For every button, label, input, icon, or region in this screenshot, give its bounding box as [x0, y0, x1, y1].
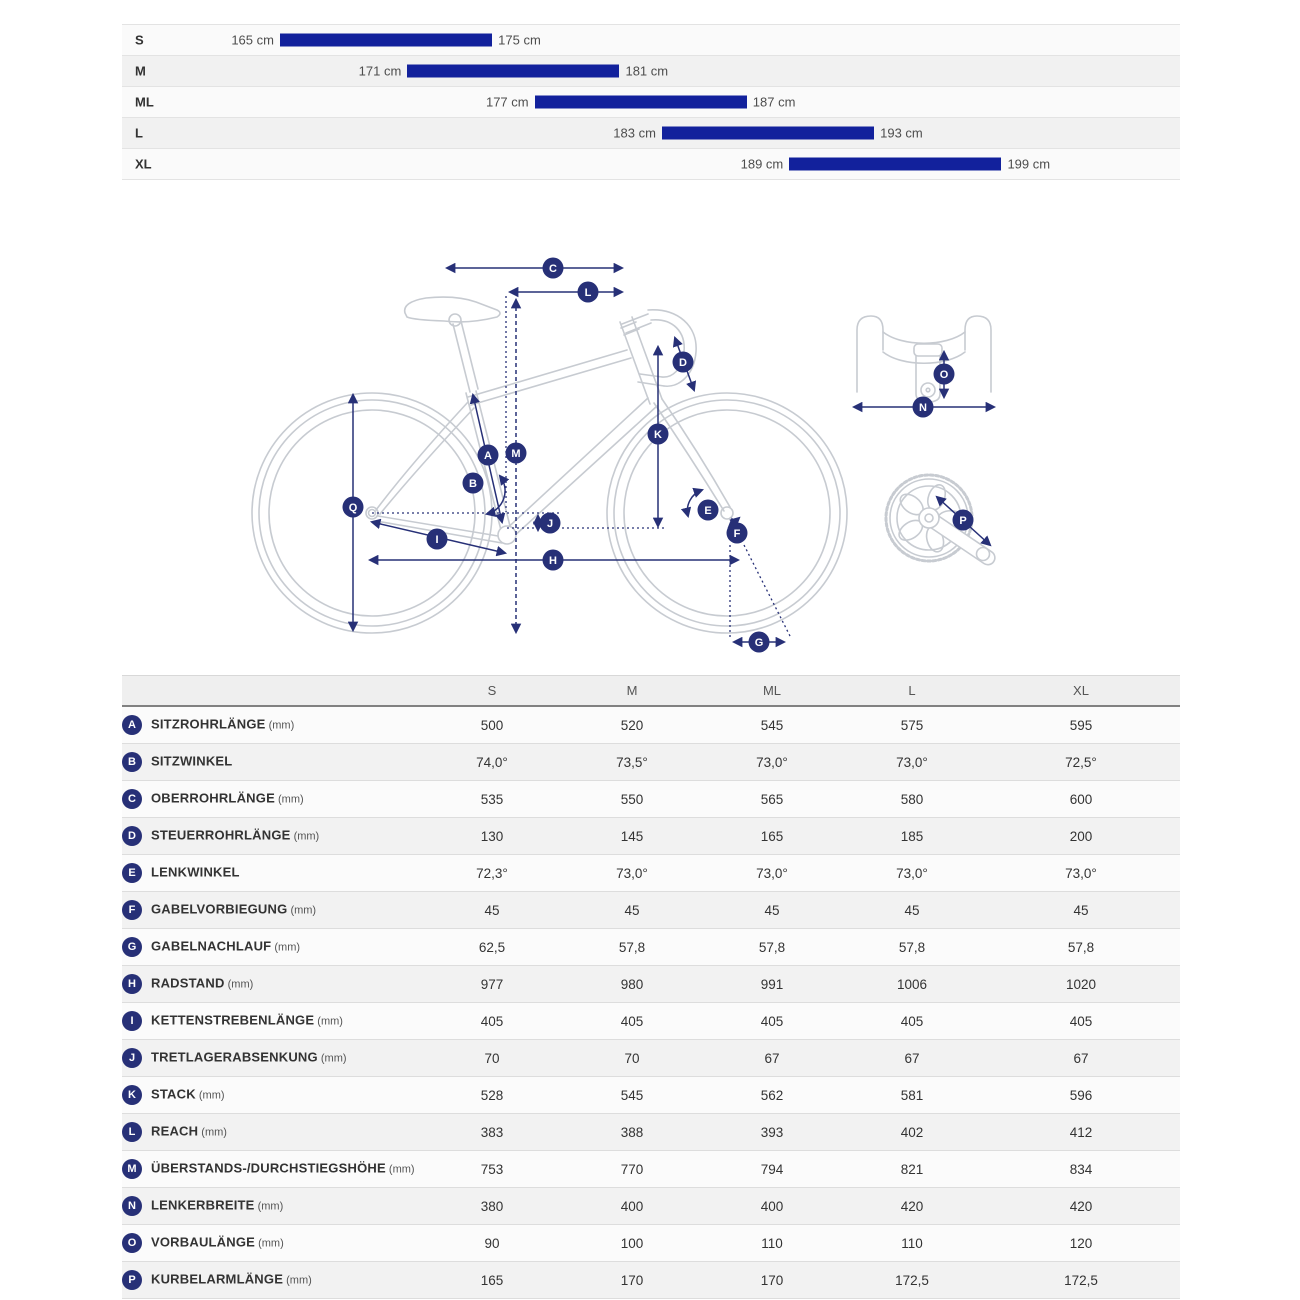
- measure-unit: (mm): [274, 793, 304, 806]
- value-P-ML: 170: [702, 1262, 842, 1299]
- rider-height-size-chart: [122, 24, 1180, 180]
- size-row-M: [122, 56, 1180, 87]
- bike-line-art: [252, 297, 998, 633]
- value-K-ML: 562: [702, 1077, 842, 1114]
- value-J-S: 70: [422, 1040, 562, 1077]
- diagram-badge-N: [913, 397, 934, 418]
- max-height-label: 193 cm: [880, 125, 923, 141]
- measure-label-cell: [122, 892, 422, 929]
- value-N-ML: 400: [702, 1188, 842, 1225]
- diagram-badge-H: [543, 550, 564, 571]
- diagram-badge-B: [463, 473, 484, 494]
- measure-name: SITZWINKEL: [151, 753, 233, 769]
- letter-badge-F: F: [122, 900, 142, 920]
- value-N-XL: 420: [982, 1188, 1180, 1225]
- value-L-XL: 412: [982, 1114, 1180, 1151]
- measure-unit: (mm): [317, 1052, 347, 1065]
- size-label: L: [135, 125, 143, 141]
- letter-badge-N: N: [122, 1196, 142, 1216]
- geometry-row-G: [122, 929, 1180, 966]
- size-row-ML: [122, 87, 1180, 118]
- measure-unit: (mm): [198, 1126, 227, 1139]
- diagram-badge-J: [540, 513, 561, 534]
- letter-badge-I: I: [122, 1011, 142, 1031]
- value-H-ML: 991: [702, 966, 842, 1003]
- geometry-table-section: [122, 675, 1180, 1299]
- svg-text:E: E: [704, 505, 712, 517]
- value-P-XL: 172,5: [982, 1262, 1180, 1299]
- measure-label-cell: [122, 1114, 422, 1151]
- measure-name: REACH: [151, 1123, 199, 1139]
- value-H-L: 1006: [842, 966, 982, 1003]
- diagram-badge-M: [506, 443, 527, 464]
- min-height-label: 177 cm: [485, 94, 529, 110]
- height-range-bar: [535, 96, 747, 109]
- size-label: S: [135, 32, 144, 48]
- value-D-S: 130: [422, 818, 562, 855]
- diagram-badge-Q: [343, 497, 364, 518]
- value-O-ML: 110: [702, 1225, 842, 1262]
- value-E-ML: 73,0°: [702, 855, 842, 892]
- geometry-row-D: [122, 818, 1180, 855]
- diagram-badge-L: [578, 282, 599, 303]
- value-A-S: 500: [480, 717, 504, 733]
- diagram-badge-D: [673, 352, 694, 373]
- svg-text:I: I: [435, 534, 439, 546]
- value-A-XL: 595: [1069, 717, 1093, 733]
- geometry-row-F: [122, 892, 1180, 929]
- value-O-S: 90: [422, 1225, 562, 1262]
- measure-label-cell: [122, 1225, 422, 1262]
- geometry-row-I: [122, 1003, 1180, 1040]
- measure-unit: (mm): [290, 830, 320, 843]
- diagram-badge-G: [749, 632, 770, 653]
- geometry-row-N: [122, 1188, 1180, 1225]
- value-J-XL: 67: [982, 1040, 1180, 1077]
- value-L-M: 388: [562, 1114, 702, 1151]
- measure-name: STEUERROHRLÄNGE: [151, 827, 291, 843]
- svg-text:F: F: [733, 528, 741, 540]
- value-M-S: 753: [422, 1151, 562, 1188]
- value-D-L: 185: [842, 818, 982, 855]
- measure-label-cell: [122, 966, 422, 1003]
- diagram-badge-C: [543, 258, 564, 279]
- value-B-XL: 72,5°: [982, 744, 1180, 781]
- value-I-L: 405: [842, 1003, 982, 1040]
- svg-text:M: M: [511, 448, 521, 460]
- value-H-M: 980: [562, 966, 702, 1003]
- value-G-ML: 57,8: [702, 929, 842, 966]
- measure-name: SITZROHRLÄNGE: [151, 716, 266, 732]
- measure-label-cell: [122, 781, 422, 818]
- max-height-label: 175 cm: [498, 32, 541, 48]
- svg-text:H: H: [549, 555, 557, 567]
- geometry-row-A: [122, 706, 1180, 744]
- letter-badge-A: A: [122, 715, 142, 735]
- svg-text:D: D: [679, 357, 687, 369]
- value-N-L: 420: [842, 1188, 982, 1225]
- measure-label-cell: [122, 1151, 422, 1188]
- value-B-S: 74,0°: [422, 744, 562, 781]
- height-range-bar: [789, 158, 1001, 171]
- measure-name: LENKWINKEL: [151, 864, 240, 880]
- value-E-M: 73,0°: [562, 855, 702, 892]
- value-L-ML: 393: [702, 1114, 842, 1151]
- letter-badge-K: K: [122, 1085, 142, 1105]
- value-E-L: 73,0°: [842, 855, 982, 892]
- measure-unit: (mm): [255, 1237, 284, 1250]
- svg-text:L: L: [584, 287, 592, 299]
- value-J-M: 70: [562, 1040, 702, 1077]
- value-P-M: 170: [562, 1262, 702, 1299]
- value-I-S: 405: [422, 1003, 562, 1040]
- value-M-M: 770: [562, 1151, 702, 1188]
- letter-badge-J: J: [122, 1048, 142, 1068]
- value-G-M: 57,8: [562, 929, 702, 966]
- bike-geometry-diagram: [250, 250, 1010, 660]
- value-N-S: 380: [422, 1188, 562, 1225]
- measure-label-cell: [122, 1003, 422, 1040]
- size-label: XL: [135, 156, 152, 172]
- geometry-row-C: [122, 781, 1180, 818]
- height-range-bar: [662, 127, 874, 140]
- height-range-bar: [280, 34, 492, 47]
- measure-name: OBERROHRLÄNGE: [151, 790, 275, 806]
- measure-name: ÜBERSTANDS-/DURCHSTIEGSHÖHE: [151, 1160, 386, 1176]
- header-cell-empty: [122, 676, 422, 707]
- value-B-M: 73,5°: [562, 744, 702, 781]
- geometry-row-O: [122, 1225, 1180, 1262]
- size-label: ML: [135, 94, 154, 110]
- measure-unit: (mm): [271, 941, 301, 954]
- svg-text:C: C: [549, 263, 557, 275]
- value-O-L: 110: [842, 1225, 982, 1262]
- geometry-table-header: [122, 676, 1180, 707]
- value-H-XL: 1020: [982, 966, 1180, 1003]
- value-I-XL: 405: [982, 1003, 1180, 1040]
- value-L-S: 383: [422, 1114, 562, 1151]
- diagram-badge-I: [427, 529, 448, 550]
- measure-name: RADSTAND: [151, 975, 225, 991]
- svg-text:K: K: [654, 429, 662, 441]
- diagram-badge-A: [478, 445, 499, 466]
- height-range-bar: [407, 65, 619, 78]
- value-B-L: 73,0°: [842, 744, 982, 781]
- measure-name: KETTENSTREBENLÄNGE: [151, 1012, 315, 1028]
- measure-label-cell: [122, 1077, 422, 1114]
- header-cell-ML: ML: [702, 676, 842, 707]
- value-M-XL: 834: [982, 1151, 1180, 1188]
- value-P-L: 172,5: [842, 1262, 982, 1299]
- size-row-S: [122, 24, 1180, 56]
- value-M-L: 821: [842, 1151, 982, 1188]
- header-cell-S: S: [422, 676, 562, 707]
- value-J-ML: 67: [702, 1040, 842, 1077]
- measure-unit: (mm): [287, 904, 317, 917]
- min-height-label: 183 cm: [613, 125, 656, 141]
- value-A-L: 575: [900, 717, 924, 733]
- measure-label-cell: [122, 706, 422, 744]
- svg-text:B: B: [469, 478, 477, 490]
- value-K-M: 545: [562, 1077, 702, 1114]
- measure-unit: (mm): [224, 978, 254, 991]
- diagram-badge-P: [953, 510, 974, 531]
- value-D-M: 145: [562, 818, 702, 855]
- measure-name: VORBAULÄNGE: [151, 1234, 256, 1250]
- geometry-row-P: [122, 1262, 1180, 1299]
- svg-text:N: N: [919, 402, 927, 414]
- letter-badge-H: H: [122, 974, 142, 994]
- value-C-XL: 600: [982, 781, 1180, 818]
- geometry-row-L: [122, 1114, 1180, 1151]
- letter-badge-C: C: [122, 789, 142, 809]
- header-row: [122, 676, 1180, 707]
- value-A-ML: 545: [760, 717, 784, 733]
- value-O-M: 100: [562, 1225, 702, 1262]
- geometry-row-H: [122, 966, 1180, 1003]
- value-K-S: 528: [422, 1077, 562, 1114]
- value-G-L: 57,8: [842, 929, 982, 966]
- value-E-S: 72,3°: [422, 855, 562, 892]
- value-F-XL: 45: [982, 892, 1180, 929]
- geometry-row-B: [122, 744, 1180, 781]
- geometry-row-J: [122, 1040, 1180, 1077]
- min-height-label: 165 cm: [231, 32, 274, 48]
- measure-label-cell: [122, 1262, 422, 1299]
- header-cell-XL: XL: [982, 676, 1180, 707]
- value-I-M: 405: [562, 1003, 702, 1040]
- size-row-XL: [122, 149, 1180, 180]
- measure-unit: (mm): [385, 1163, 415, 1176]
- value-C-S: 535: [422, 781, 562, 818]
- measure-name: LENKERBREITE: [151, 1197, 255, 1213]
- value-O-XL: 120: [982, 1225, 1180, 1262]
- measure-label-cell: [122, 818, 422, 855]
- value-G-XL: 57,8: [982, 929, 1180, 966]
- value-B-ML: 73,0°: [702, 744, 842, 781]
- measure-name: GABELNACHLAUF: [151, 938, 272, 954]
- measure-label-cell: [122, 744, 422, 781]
- measurement-lines: [353, 268, 994, 642]
- letter-badge-O: O: [122, 1233, 142, 1253]
- value-K-L: 581: [842, 1077, 982, 1114]
- measure-unit: (mm): [254, 1200, 284, 1213]
- svg-text:J: J: [546, 518, 554, 530]
- diagram-badge-F: [727, 523, 748, 544]
- value-I-ML: 405: [702, 1003, 842, 1040]
- measure-label-cell: [122, 855, 422, 892]
- svg-text:O: O: [939, 369, 949, 381]
- value-C-ML: 565: [702, 781, 842, 818]
- geometry-table: [122, 675, 1180, 1299]
- letter-badge-D: D: [122, 826, 142, 846]
- measure-name: TRETLAGERABSENKUNG: [151, 1049, 318, 1065]
- size-row-L: [122, 118, 1180, 149]
- measure-name: GABELVORBIEGUNG: [151, 901, 288, 917]
- value-D-XL: 200: [982, 818, 1180, 855]
- max-height-label: 181 cm: [625, 63, 669, 79]
- measure-label-cell: [122, 1040, 422, 1077]
- max-height-label: 199 cm: [1007, 156, 1051, 172]
- value-F-L: 45: [842, 892, 982, 929]
- measure-name: STACK: [151, 1086, 196, 1102]
- value-F-S: 45: [422, 892, 562, 929]
- value-K-XL: 596: [982, 1077, 1180, 1114]
- min-height-label: 171 cm: [358, 63, 402, 79]
- letter-badge-G: G: [122, 937, 142, 957]
- svg-text:Q: Q: [348, 502, 358, 514]
- svg-text:P: P: [959, 515, 967, 527]
- geometry-row-K: [122, 1077, 1180, 1114]
- diagram-badge-K: [648, 424, 669, 445]
- measure-unit: (mm): [265, 719, 295, 732]
- value-H-S: 977: [422, 966, 562, 1003]
- geometry-row-M: [122, 1151, 1180, 1188]
- measure-label-cell: [122, 929, 422, 966]
- value-F-ML: 45: [702, 892, 842, 929]
- value-M-ML: 794: [702, 1151, 842, 1188]
- max-height-label: 187 cm: [752, 94, 796, 110]
- value-C-M: 550: [562, 781, 702, 818]
- svg-text:G: G: [754, 637, 764, 649]
- value-P-S: 165: [422, 1262, 562, 1299]
- value-C-L: 580: [842, 781, 982, 818]
- value-L-L: 402: [842, 1114, 982, 1151]
- size-label: M: [135, 63, 146, 79]
- letter-badge-P: P: [122, 1270, 142, 1290]
- diagram-badge-O: [934, 364, 955, 385]
- value-J-L: 67: [842, 1040, 982, 1077]
- min-height-label: 189 cm: [740, 156, 784, 172]
- svg-text:A: A: [484, 450, 492, 462]
- value-E-XL: 73,0°: [982, 855, 1180, 892]
- header-cell-L: L: [842, 676, 982, 707]
- letter-badge-M: M: [122, 1159, 142, 1179]
- measure-unit: (mm): [314, 1015, 343, 1028]
- letter-badge-B: B: [122, 752, 142, 772]
- diagram-badge-E: [698, 500, 719, 521]
- value-D-ML: 165: [702, 818, 842, 855]
- letter-badge-E: E: [122, 863, 142, 883]
- measure-name: KURBELARMLÄNGE: [151, 1271, 284, 1287]
- value-N-M: 400: [562, 1188, 702, 1225]
- measure-unit: (mm): [195, 1089, 225, 1102]
- value-A-M: 520: [620, 717, 644, 733]
- value-F-M: 45: [562, 892, 702, 929]
- letter-badge-L: L: [122, 1122, 142, 1142]
- geometry-table-body: [122, 706, 1180, 1299]
- measure-unit: (mm): [283, 1274, 312, 1287]
- measure-label-cell: [122, 1188, 422, 1225]
- geometry-row-E: [122, 855, 1180, 892]
- value-G-S: 62,5: [422, 929, 562, 966]
- header-cell-M: M: [562, 676, 702, 707]
